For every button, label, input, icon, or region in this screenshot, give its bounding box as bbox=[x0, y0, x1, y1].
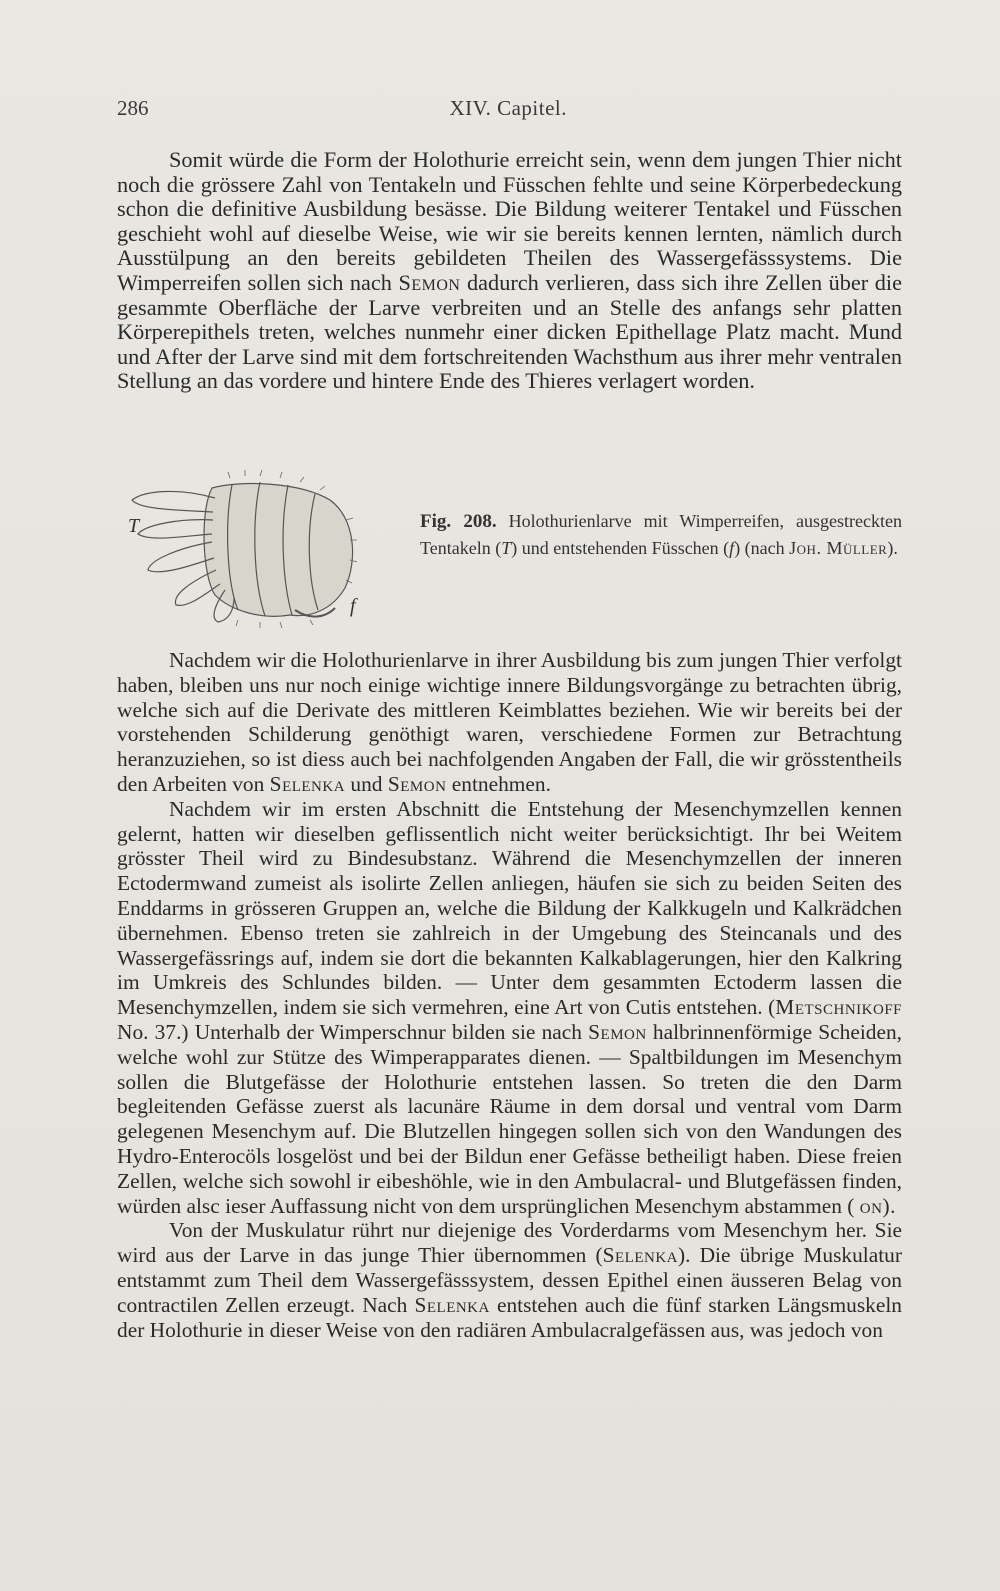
figure-label-f: f bbox=[350, 595, 356, 617]
running-head: XIV. Capitel. bbox=[449, 96, 567, 120]
figure-208-illustration bbox=[120, 470, 370, 630]
author-name: Selenka bbox=[414, 1292, 490, 1317]
figure-caption: Fig. 208. Holothurienlarve mit Wimperreifen, ausgestreckten Tentakeln (T) und entstehenden Füsschen (f) (nach Joh. Müller). bbox=[420, 511, 903, 558]
holothurian-larva-drawing bbox=[120, 470, 370, 630]
author-name: Metschnikoff bbox=[775, 995, 902, 1020]
paragraph: Von der Muskulatur rührt nur diejenige des Vorderdarms vom Mesenchym her. Sie wird aus der Larve in das junge Thier übernommen (Selenka). Die übrige Muskulatur entstammt zum Theil dem Wassergefässsystem, dessen Epithel einen äusseren Belag von contractilen Zellen erzeugt. Nach Selenka entstehen auch die fünf starken Längsmuskeln der Holothurie in dieser Weise von den radiären Ambulacralgefässen aus, was jedoch von bbox=[117, 1218, 902, 1342]
text-block-bottom bbox=[117, 648, 902, 1342]
author-name: Joh. Müller bbox=[789, 538, 888, 558]
author-name: Semon bbox=[398, 269, 461, 295]
paragraph: Nachdem wir die Holothurienlarve in ihrer Ausbildung bis zum jungen Thier verfolgt haben, bleiben uns nur noch einige wichtige innere Bildungsvorgänge zu betrachten übrig, welche sich auf die Derivate des mittleren Keimblattes beziehen. Wie wir bereits bei der vorstehenden Schilderung genöthigt waren, verschiedene Formen zur Betrachtung heranzuziehen, so ist diess auch bei nachfolgenden Angaben der Fall, die wir grösstentheils den Arbeiten von Selenka und Semon entnehmen. bbox=[117, 648, 902, 796]
author-name: Selenka bbox=[269, 771, 346, 796]
page-number: 286 bbox=[117, 96, 149, 120]
author-name: Selenka bbox=[602, 1243, 678, 1268]
figure-label-T: T bbox=[128, 515, 140, 537]
page-header bbox=[117, 96, 902, 126]
author-name: Semon bbox=[387, 771, 447, 796]
author-name: Semon bbox=[588, 1019, 647, 1044]
paragraph: Nachdem wir im ersten Abschnitt die Entstehung der Mesenchymzellen kennen gelernt, hatten wir dieselben geflissentlich nicht weiter berücksichtigt. Ihr bei Weitem grösster Theil wird zu Bindesubstanz. Während die Mesenchymzellen der inneren Ectodermwand zumeist als isolirte Zellen anliegen, häufen sie sich zu beiden Seiten des Enddarms in grösseren Gruppen an, welche die Bildung der Kalkkugeln und Kalkrädchen übernehmen. Ebenso treten sie zahlreich in der Umgebung des Steincanals und des Wassergefässrings auf, indem sie dort die bekannten Kalkablagerungen, hier den Kalkring im Umkreis des Schlundes bilden. — Unter dem gesammten Ectoderm lassen die Mesenchymzellen, indem sie sich vermehren, eine Art von Cutis entstehen. (Metschnikoff No. 37.) Unterhalb der Wimperschnur bilden sie nach Semon halbrinnenförmige Scheiden, welche wohl zur Stütze des Wimperapparates dienen. — Spaltbildungen im Mesenchym sollen die Blutgefässe der Holothurie entstehen lassen. So treten die den Darm begleitenden Gefässe zuerst als lacunäre Räume in dem dorsal und ventral vom Darm gelegenen Mesenchym auf. Die Blutzellen hingegen sollen sich von den Wandungen des Hydro-Enterocöls losgelöst und bei der Bildun ener Gefässe betheiligt haben. Diese freien Zellen, welche sich sowohl ir eibeshöhle, wie in den Ambulacral- und Blutgefässen finden, würden alsc ieser Auffassung nicht von dem ursprünglichen Mesenchym abstammen ( on). bbox=[117, 796, 903, 1218]
paragraph: Somit würde die Form der Holothurie erreicht sein, wenn dem jungen Thier nicht noch die grössere Zahl von Tentakeln und Füsschen fehlte und seine Körperbedeckung schon die definitive Ausbildung besässe. Die Bildung weiterer Tentakel und Füsschen geschieht wohl auf dieselbe Weise, wie wir sie bereits kennen lernten, nämlich durch Ausstülpung an den bereits gebildeten Theilen des Wassergefässsystems. Die Wimperreifen sollen sich nach Semon dadurch verlieren, dass sich ihre Zellen über die gesammte Oberfläche der Larve verbreiten und an Stelle des anfangs sehr platten Körperepithels treten, welches nunmehr einer dicken Epithellage Platz macht. Mund und After der Larve sind mit dem fortschreitenden Wachsthum aus ihrer mehr ventralen Stellung an das vordere und hintere Ende des Thieres verlagert worden. bbox=[117, 147, 902, 394]
figure-number: Fig. 208. bbox=[420, 511, 497, 532]
text-block-top bbox=[117, 148, 902, 394]
